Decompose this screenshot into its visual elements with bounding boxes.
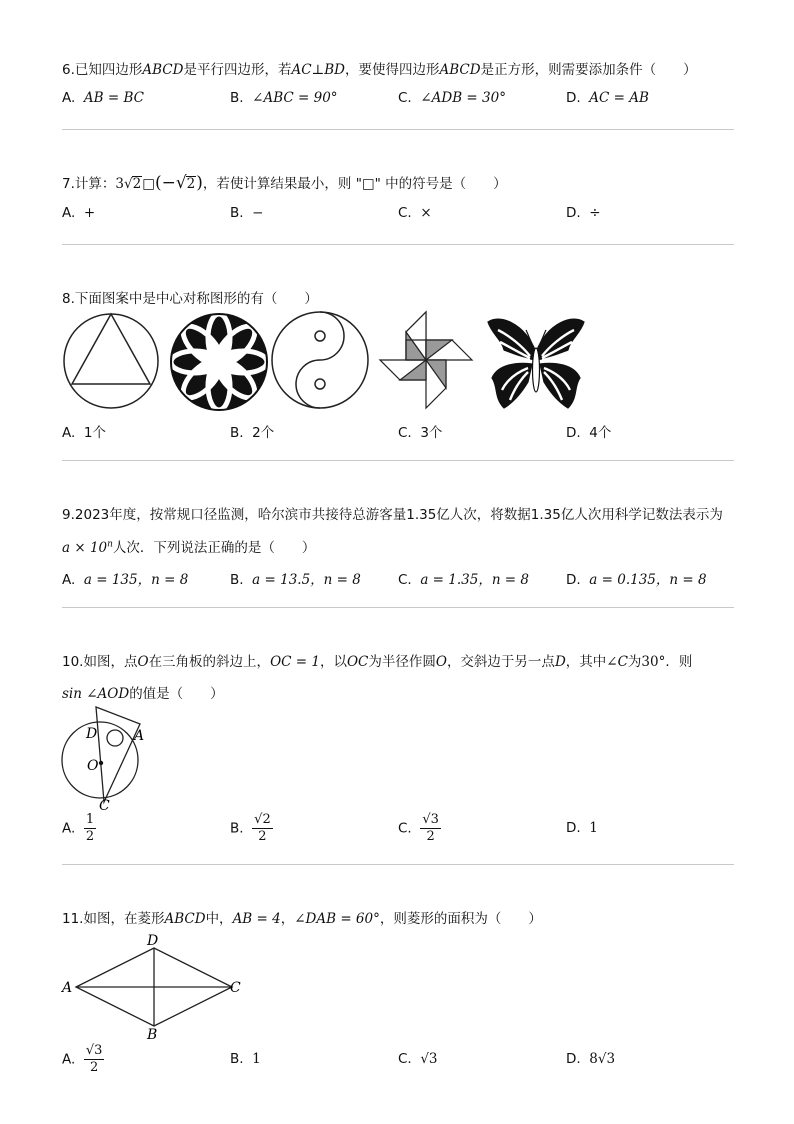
stem-text: 人次．下列说法正确的是（ ） xyxy=(112,540,316,556)
option-a[interactable] xyxy=(62,90,144,106)
question-number: 11. xyxy=(62,911,84,927)
option-text: 4个 xyxy=(589,425,612,441)
option-text: a = 1.35，n = 8 xyxy=(420,572,529,588)
question-11-stem xyxy=(62,907,542,927)
math: a × 10 xyxy=(62,540,108,556)
question-number: 8. xyxy=(62,291,75,307)
math: OC = 1 xyxy=(270,654,320,670)
question-number: 10. xyxy=(62,654,84,670)
stem-text: ，其中 xyxy=(565,654,607,670)
triangle-in-circle-figure xyxy=(62,312,160,410)
option-text: 3个 xyxy=(420,425,443,441)
stem-text: 是平行四边形，若 xyxy=(183,62,292,78)
option-d[interactable] xyxy=(566,1051,615,1067)
fraction xyxy=(84,812,96,845)
option-text: a = 13.5，n = 8 xyxy=(252,572,361,588)
math-exponent: n xyxy=(107,539,113,550)
math: AC⊥BD xyxy=(291,62,345,78)
option-key: A. xyxy=(62,205,76,221)
stem-text: ．则 xyxy=(665,654,693,670)
option-text: √3 xyxy=(420,1051,438,1067)
option-text: ÷ xyxy=(589,205,601,221)
math: □ xyxy=(142,176,155,192)
option-key: B. xyxy=(230,572,244,588)
option-text: AB = BC xyxy=(83,90,144,106)
stem-text: 下面图案中是中心对称图形的有（ ） xyxy=(74,291,318,307)
math: 3√ xyxy=(115,176,133,192)
option-key: A. xyxy=(62,425,76,441)
numerator: 1 xyxy=(85,812,95,827)
option-key: D. xyxy=(566,425,581,441)
option-key: D. xyxy=(566,572,581,588)
option-c[interactable] xyxy=(398,90,506,106)
divider xyxy=(62,864,734,865)
option-text: ∠ADB = 30° xyxy=(420,90,506,106)
stem-text: ，交斜边于另一点 xyxy=(446,654,555,670)
label-c: C xyxy=(99,798,110,812)
fraction xyxy=(420,812,441,845)
question-10-stem-line1 xyxy=(62,650,692,670)
math: ABCD xyxy=(142,62,184,78)
label-c: C xyxy=(230,980,241,996)
option-a[interactable] xyxy=(62,812,96,845)
math: ) xyxy=(196,173,203,193)
option-key: D. xyxy=(566,820,581,836)
question-number: 9. xyxy=(62,507,75,523)
option-key: B. xyxy=(230,820,244,837)
butterfly-figure xyxy=(484,312,588,412)
math: 30° xyxy=(641,654,666,670)
option-b[interactable] xyxy=(230,90,338,106)
math: ABCD xyxy=(439,62,481,78)
option-d[interactable] xyxy=(566,421,611,441)
option-key: C. xyxy=(398,425,412,441)
stem-text: 如图，点 xyxy=(83,654,138,670)
math: (−√ xyxy=(154,173,187,193)
question-7-stem xyxy=(62,172,507,193)
numerator: √3 xyxy=(85,1043,103,1058)
option-b[interactable] xyxy=(230,812,273,845)
math: ∠DAB = 60° xyxy=(294,911,380,927)
option-key: A. xyxy=(62,572,76,588)
option-text: 1 xyxy=(252,1051,261,1067)
denominator: 2 xyxy=(426,829,435,844)
option-d[interactable] xyxy=(566,205,601,221)
option-key: B. xyxy=(230,90,244,106)
stem-text: 计算： xyxy=(74,176,116,192)
stem-text: 如图，在菱形 xyxy=(83,911,165,927)
option-text: a = 0.135，n = 8 xyxy=(589,572,707,588)
stem-text: 为半径作圆 xyxy=(368,654,436,670)
option-d[interactable] xyxy=(566,568,707,588)
option-text: 8√3 xyxy=(589,1051,616,1067)
option-key: B. xyxy=(230,205,244,221)
label-a: A xyxy=(62,980,73,996)
option-text: + xyxy=(83,205,96,221)
math: D xyxy=(554,654,566,670)
numerator: √2 xyxy=(254,812,271,827)
math: 2 xyxy=(186,176,196,192)
option-c[interactable] xyxy=(398,1051,438,1067)
question-9-stem-line2 xyxy=(62,536,315,556)
label-d: D xyxy=(147,933,159,949)
option-key: C. xyxy=(398,90,412,106)
math: AB = 4 xyxy=(232,911,281,927)
option-key: B. xyxy=(230,425,244,441)
math: O xyxy=(137,654,149,670)
circle-triangle-ruler-figure xyxy=(60,702,160,812)
numerator: √3 xyxy=(422,812,439,827)
option-text: a = 135，n = 8 xyxy=(83,572,189,588)
stem-text: 是正方形，则需要添加条件（ ） xyxy=(480,62,697,78)
yin-yang-figure xyxy=(270,310,370,410)
option-key: D. xyxy=(566,205,581,221)
option-key: A. xyxy=(62,820,76,837)
option-key: D. xyxy=(566,1051,581,1067)
option-key: C. xyxy=(398,572,412,588)
option-key: A. xyxy=(62,90,76,106)
label-a: A xyxy=(134,728,145,744)
stem-text: ，以 xyxy=(319,654,347,670)
fraction xyxy=(252,812,273,845)
option-d[interactable] xyxy=(566,820,598,836)
option-key: D. xyxy=(566,90,581,106)
denominator: 2 xyxy=(85,829,95,844)
option-text: 1个 xyxy=(83,425,106,441)
denominator: 2 xyxy=(258,829,267,844)
option-a[interactable] xyxy=(62,205,95,221)
option-text: ∠ABC = 90° xyxy=(252,90,338,106)
math: ∠C xyxy=(606,654,628,670)
stem-text: ，若使计算结果最小，则 "□" 中的符号是（ ） xyxy=(202,176,507,192)
option-c[interactable] xyxy=(398,205,432,221)
denominator: 2 xyxy=(90,1060,99,1075)
option-c[interactable] xyxy=(398,421,442,441)
label-o: O xyxy=(87,758,99,774)
math: O xyxy=(435,654,447,670)
option-key: C. xyxy=(398,1051,412,1067)
option-d[interactable] xyxy=(566,90,649,106)
option-key: B. xyxy=(230,1051,244,1067)
option-text: 2个 xyxy=(252,425,275,441)
question-8-stem xyxy=(62,287,318,307)
option-text: 1 xyxy=(589,820,598,836)
option-text: − xyxy=(252,205,264,221)
divider xyxy=(62,129,734,130)
option-b[interactable] xyxy=(230,1051,261,1067)
question-6-stem xyxy=(62,58,697,78)
option-text: × xyxy=(420,205,432,221)
stem-text: ，则菱形的面积为（ ） xyxy=(379,911,542,927)
stem-text: 的值是（ ） xyxy=(129,686,224,702)
stem-text: 在三角板的斜边上， xyxy=(148,654,271,670)
option-key: A. xyxy=(62,1051,76,1068)
fraction xyxy=(84,1043,105,1076)
stem-text: 2023年度，按常规口径监测，哈尔滨市共接待总游客量1.35亿人次，将数据1.35亿人次用科学记数法表示为 xyxy=(74,507,723,523)
divider xyxy=(62,244,734,245)
stem-text: 为 xyxy=(627,654,642,670)
question-9-stem-line1 xyxy=(62,503,723,523)
label-d: D xyxy=(86,726,98,742)
divider xyxy=(62,460,734,461)
question-10-stem-line2 xyxy=(62,682,224,702)
flower-rosette-figure xyxy=(169,312,269,412)
option-a[interactable] xyxy=(62,421,106,441)
math: 2 xyxy=(132,176,142,192)
math: OC xyxy=(346,654,369,670)
stem-text: 已知四边形 xyxy=(74,62,143,78)
stem-text: ，要使得四边形 xyxy=(345,62,440,78)
option-text: AC = AB xyxy=(589,90,649,106)
pinwheel-figure xyxy=(378,310,474,410)
question-number: 7. xyxy=(62,176,75,192)
rhombus-figure xyxy=(58,930,248,1042)
label-b: B xyxy=(147,1027,158,1042)
math: sin ∠AOD xyxy=(62,686,130,702)
option-a[interactable] xyxy=(62,568,188,588)
option-key: C. xyxy=(398,820,412,837)
math: ABCD xyxy=(164,911,206,927)
stem-text: 中， xyxy=(205,911,233,927)
option-c[interactable] xyxy=(398,568,529,588)
divider xyxy=(62,607,734,608)
option-c[interactable] xyxy=(398,812,441,845)
option-b[interactable] xyxy=(230,421,274,441)
option-b[interactable] xyxy=(230,205,263,221)
question-number: 6. xyxy=(62,62,75,78)
option-key: C. xyxy=(398,205,412,221)
stem-text: ， xyxy=(280,911,295,927)
option-a[interactable] xyxy=(62,1043,104,1076)
option-b[interactable] xyxy=(230,568,361,588)
